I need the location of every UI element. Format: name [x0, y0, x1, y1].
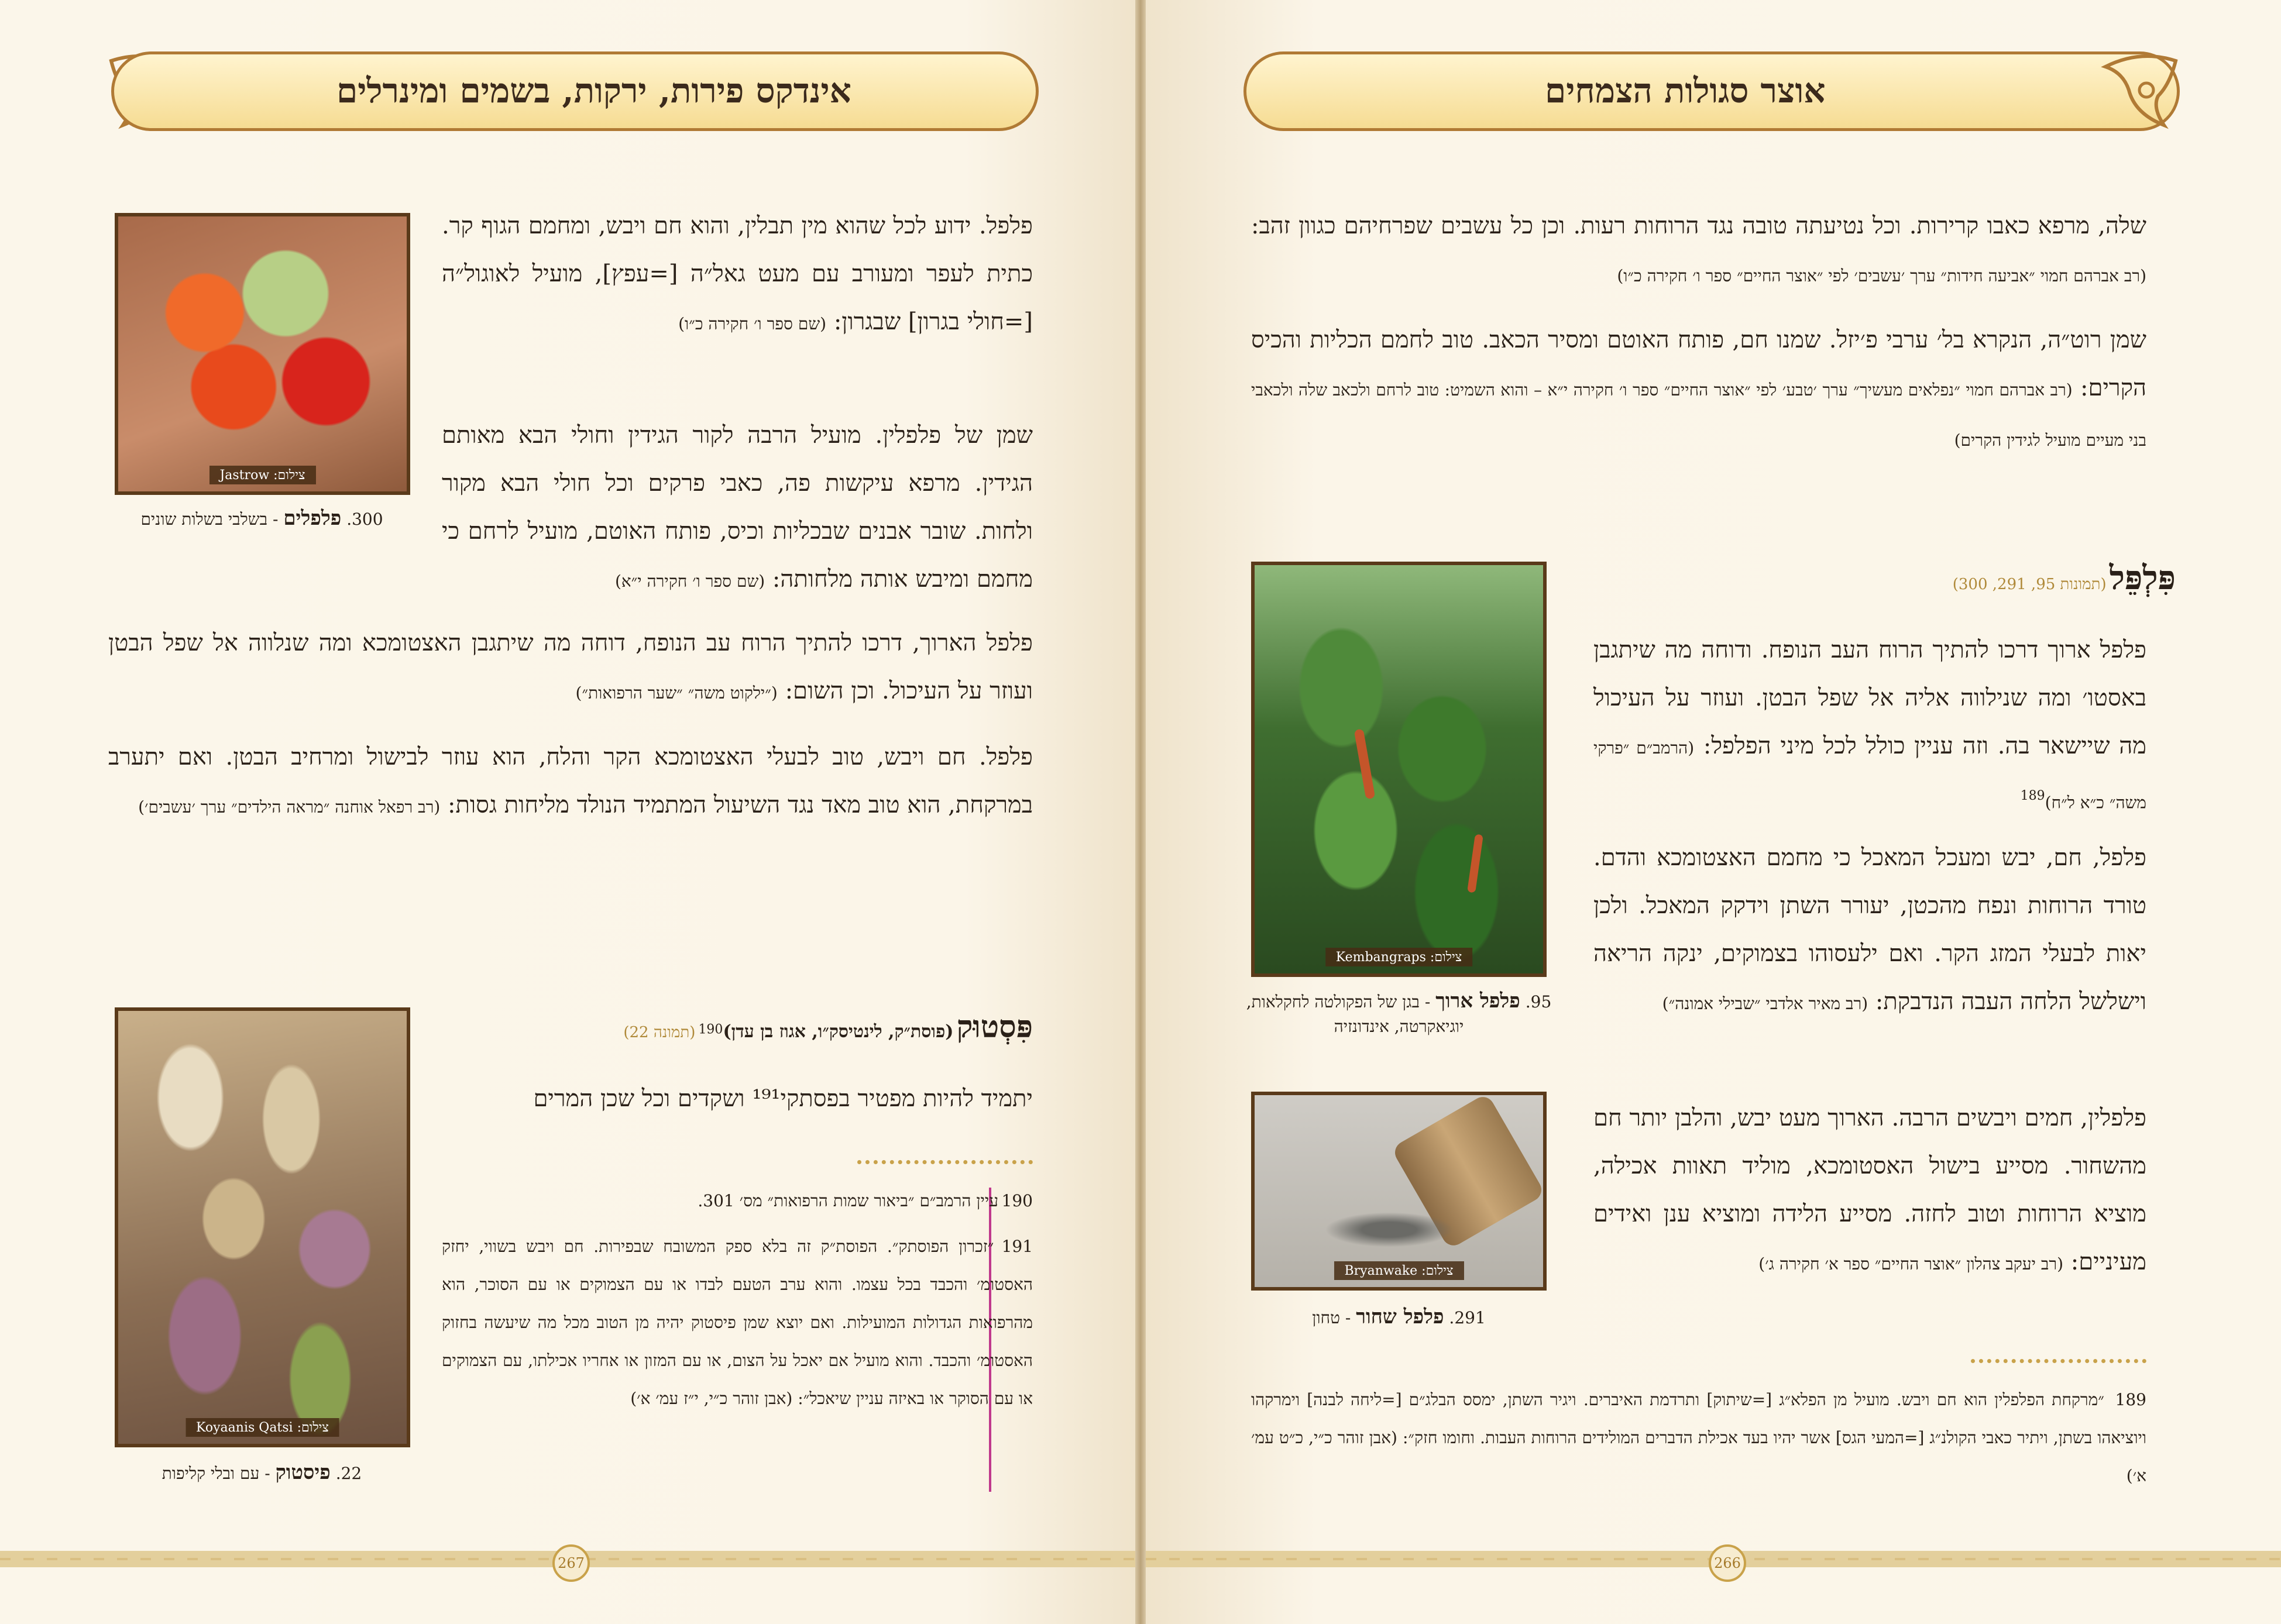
- caption-number: 300.: [346, 510, 383, 529]
- left-paragraph-3: פלפל הארוך, דרכו להתיך הרוח עב הנופח, דוחה מה שיתגבן האצטומכא ומה שנלווה אל שפל הבטן ועוזר על העיכול. וכן השום: (״ילקוט משה״ ״שער הרפואות״): [108, 629, 1033, 704]
- right-paragraph-4: פלפל, חם, יבש ומעכל המאכל כי מחמם האצטומכא והדם. טורד הרוחות ונפח מהכטן, יעורר השתן וידקק המאכל. ולכן יאות לבעלי המזג הקר. ואם ילעסוהו בצמוקים, ינקה הריאה וישלשל הלחה העבה הנדבקת: (רב מאיר אלדבי ״שבילי אמונה״): [1593, 844, 2146, 1015]
- long-pepper-spike: [1354, 729, 1376, 800]
- caption-subtitle: - בגן של הפקולטה לחקלאות, יוגיאקרטה, אינדונזיה: [1246, 992, 1464, 1036]
- caption-number: 291.: [1449, 1308, 1486, 1327]
- pistachio-caption: [123, 1460, 401, 1486]
- book-gutter: [1135, 0, 1146, 1624]
- caption-title: פלפלים: [283, 507, 342, 530]
- pepper-title: פִּלְפֵּל: [2109, 559, 2176, 597]
- right-paragraph-1: שלה, מרפא כאבו קרירות. וכל נטיעתה טובה נגד הרוחות רעות. וכן כל עשבים שפרחיהם כגוון זהב: (רב אברהם חמוי ״אביעה חידות״ ערך ׳עשבים׳ לפי ״אוצר החיים״ ספר ו׳ חקירה כ״ו): [1251, 212, 2146, 285]
- footnote-189: 189 ״מרקחת הפלפלין הוא חם ויבש. מועיל מן הפלא״ג [=שיתוק] ותרדמת האיברים. ויגיר השתן, ימסס הבלג״ם [=ליחה לבנה] וימרקהו ויוציאהו בשתן, ויתיר כאבי הקולנ״ג [=המעי הגס] אשר יהיו בעד אכילת הדברים המולידים הרוחות העבות. וחומו חזק״: (אבן זוהר כ״י, כ״ט עמ׳ א׳): [1251, 1381, 2146, 1495]
- long-pepper-caption: [1245, 989, 1552, 1039]
- pistachio-aliases: (פוסת״ק, לינטיסק״ו, אגוז בן עדן): [723, 1021, 954, 1042]
- caption-subtitle: - בשלבי בשלות שונים: [140, 510, 279, 529]
- left-paragraph-4: פלפל. חם ויבש, טוב לבעלי האצטומכא הקר והלח, הוא עוזר לבישול ומרחיב הבטן. ואם יתערב במרקחת, הוא טוב מאד נגד השיעול המתמיד הנולד מליחות גסות: (רב רפאל אוחנה ״מראה הילדים״ ערך ׳עשבים׳): [108, 744, 1033, 818]
- long-pepper-photo-credit: צילום: Kembangraps: [1325, 948, 1473, 966]
- caption-title: פלפל ארוך: [1435, 989, 1520, 1013]
- caption-subtitle: - עם ובלי קליפות: [162, 1464, 270, 1483]
- pistachio-heading: [623, 1009, 1033, 1045]
- caption-number: 95.: [1525, 992, 1552, 1011]
- pistachio-text: יתמיד להיות מפטיר בפסתקי¹⁹¹ ושקדים וכל שכן המרים: [533, 1085, 1033, 1112]
- right-page: [1146, 0, 2281, 1624]
- right-paragraph-3: פלפל ארוך דרכו להתיך הרוח העב הנופח. ודוחה מה שיתגבן באסטו׳ ומה שנילווה אליה אל שפל הבטן. ועוזר על העיכול מה שיישאר בה. וזה עניין כולל לכל מיני הפלפל: (הרמב״ם ״פרקי משה״ כ״א ל״ח)$^{189}$: [1593, 636, 2146, 813]
- ground-pepper-photo: [1251, 1092, 1547, 1291]
- left-paragraph-1: פלפל. ידוע לכל שהוא מין תבלין, והוא חם ויבש, ומחמם הגוף קר. כתית לעפר ומעורב עם מעט גאל״ה [=עפץ], מועיל לאוגול״ה [=חולי בגרון] שבגרון: (שם ספר ו׳ חקירה כ״ו): [442, 212, 1033, 335]
- caption-number: 22.: [335, 1464, 362, 1483]
- left-header-title: אינדקס פירות, ירקות, בשמים ומינרלים: [336, 71, 851, 111]
- footnote-number: 190: [1001, 1191, 1033, 1210]
- peppers-photo-credit: צילום: Jastrow: [209, 466, 315, 484]
- long-pepper-photo: [1251, 562, 1547, 977]
- pistachio-image-ref: (תמונה 22): [623, 1024, 696, 1041]
- pistachio-photo-credit: צילום: Koyaanis Qatsi: [185, 1418, 339, 1437]
- pistachio-photo: [115, 1007, 410, 1447]
- caption-subtitle: - טחון: [1312, 1308, 1351, 1327]
- right-paragraph-5: פלפלין, חמים ויבשים הרבה. הארוך מעט יבש, והלבן יותר חם מהשחור. מסייע בישול האסטומכא, מוליד תאוות אכילה, מוציא הרוחות וטוב לחזה. מסייע הלידה ומוציא ענן ואידים מעיניים: (רב יעקב צהלון ״אוצר החיים״ ספר א׳ חקירה ג׳): [1593, 1105, 2146, 1275]
- ground-pepper-pile: [1325, 1212, 1454, 1247]
- left-paragraph-2: שמן של פלפלין. מועיל הרבה לקור הגידין וחולי הבא מאותם הגידין. מרפא עיקשות פה, כאבי פרקים וכל חולי הבא מקור ולחות. שובר אבנים שבכליות וכיס, פותח האוטם, מועיל לרחם כי מחמם ומיבש אותה מלחותה: (שם ספר ו׳ חקירה י״א): [442, 422, 1033, 593]
- ornament-flourish-icon: [2094, 49, 2187, 137]
- left-page-number: 267: [552, 1544, 590, 1582]
- footnote-number: 191: [1001, 1237, 1033, 1256]
- footnote-number: 189: [2115, 1390, 2146, 1409]
- pepper-image-ref: (תמונות 95, 291, 300): [1952, 576, 2107, 593]
- footnote-marker[interactable]: 189: [2020, 789, 2045, 803]
- peppers-caption: [123, 506, 401, 532]
- pistachio-title: פִּסְטוּק: [956, 1009, 1033, 1045]
- pepper-heading: [1953, 559, 2176, 597]
- caption-title: פיסטוק: [275, 1461, 331, 1484]
- right-header-banner: [1243, 51, 2180, 131]
- left-header-banner: [111, 51, 1039, 131]
- footnote-separator: [857, 1160, 1033, 1164]
- footnote-191: 191 ״זכרון הפוסתק״. הפוסת״ק זה בלא ספק המשובח שבפירות. חם ויבש בשווי, יחזק האסטומ׳ והכבד בכל עצמו. והוא ערב הטעם לבדו או עם הצמוקים או עם הסוכר, הוא מהרפואות הגדולות המועילות. ואם יוצא שמן פיסטוק יהיה מן הטוב מכל מה שיעשה בחזוק האסטומ׳ והכבד. והוא מועיל אם יאכל על הצום, או עם המזון או אחריו אכילתו, עם הצמוקים או עם הסוקר או באיזה עניין שיאכל״: (אבן זוהר כ״י, י״ז עמ׳ א׳): [442, 1227, 1033, 1417]
- footnote-separator: [1971, 1359, 2146, 1363]
- ground-pepper-photo-credit: צילום: Bryanwake: [1334, 1261, 1464, 1280]
- caption-title: פלפל שחור: [1356, 1305, 1444, 1329]
- long-pepper-spike: [1467, 834, 1483, 893]
- right-page-number: 266: [1709, 1544, 1746, 1582]
- left-page: [0, 0, 1135, 1624]
- footnote-190: 190 עיין הרמב״ם ״ביאור שמות הרפואות״ מס׳ 301.: [442, 1182, 1033, 1220]
- footnote-marker[interactable]: 190: [698, 1022, 723, 1037]
- ground-pepper-caption: [1245, 1305, 1552, 1330]
- right-header-title: אוצר סגולות הצמחים: [1545, 71, 1826, 111]
- peppers-photo: [115, 213, 410, 495]
- right-paragraph-2: שמן רוט״ה, הנקרא בל׳ ערבי פ׳יזל. שמנו חם, פותח האוטם ומסיר הכאב. טוב לחמם הכליות והכיס הקרים: (רב אברהם חמוי ״נפלאים מעשיך״ ערך ׳טבע׳ לפי ״אוצר החיים״ ספר ו׳ חקירה י״א – והוא השמיט: טוב לרחם ולכאב שלה ולכאבי בני מעיים מועיל לגידין הקרים): [1251, 326, 2146, 450]
